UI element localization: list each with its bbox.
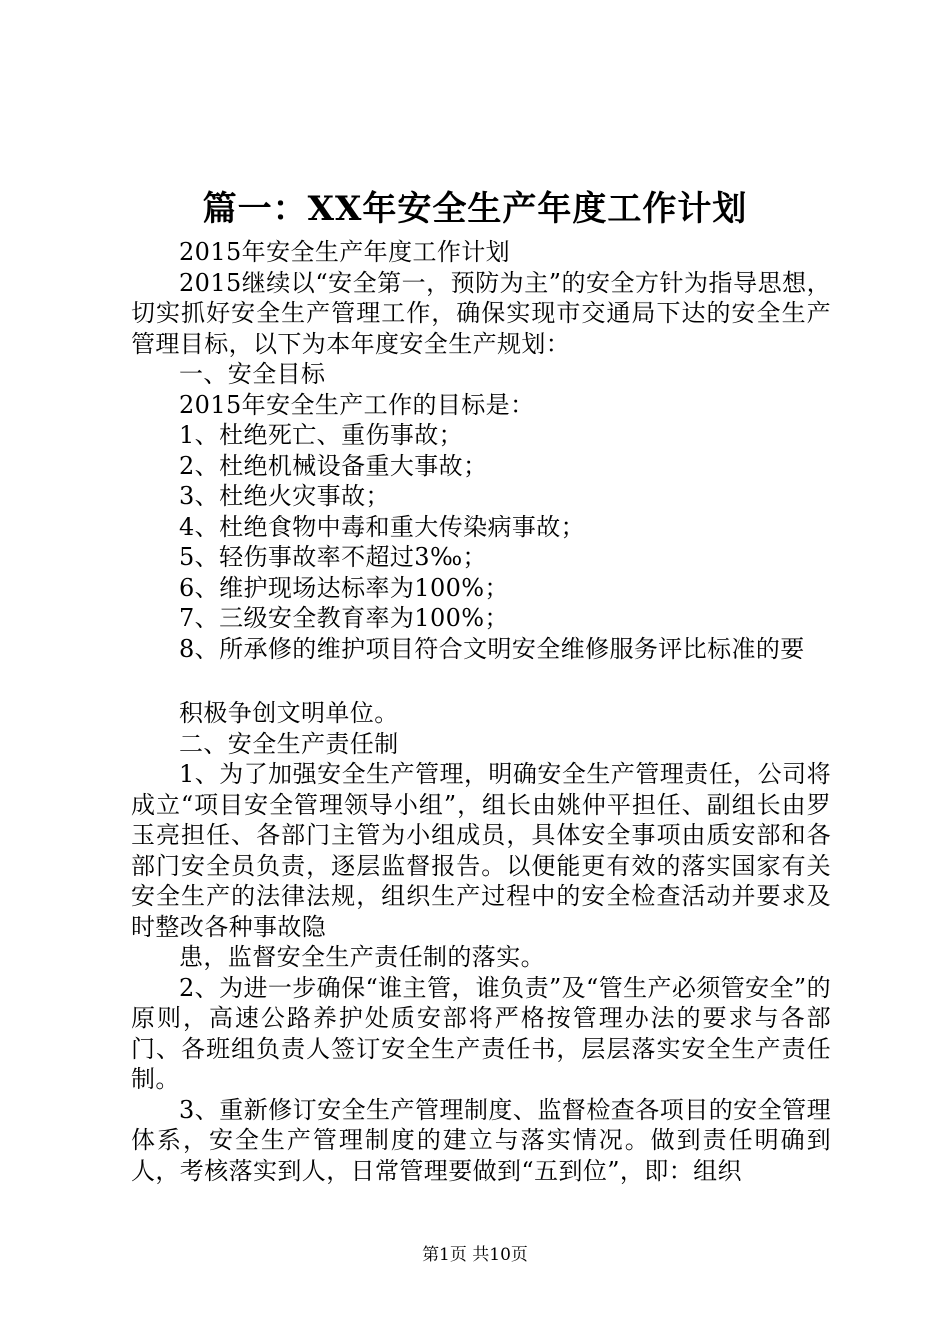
paragraph-goals-intro: 2015年安全生产工作的目标是： — [179, 390, 535, 419]
responsibility-item-2: 2、为进一步确保“谁主管，谁负责”及“管生产必须管安全”的原则，高速公路养护处质安部将严格按管理办法的要求与各部门、各班组负责人签订安全生产责任书，层层落实安全生产责任制。 — [131, 973, 831, 1093]
goal-item-3: 3、杜绝火灾事故； — [179, 482, 390, 510]
goal-item-5: 5、轻伤事故率不超过3‰； — [179, 543, 487, 571]
goal-item-2: 2、杜绝机械设备重大事故； — [179, 451, 488, 480]
section-heading-responsibility: 二、安全生产责任制 — [179, 729, 399, 758]
responsibility-item-3: 3、重新修订安全生产管理制度、监督检查各项目的安全管理体系，安全生产管理制度的建立与落实情况。做到责任明确到人，考核落实到人，日常管理要做到“五到位”，即：组织 — [131, 1095, 831, 1185]
section-heading-safety-goals: 一、安全目标 — [179, 360, 326, 388]
paragraph-plan-heading: 2015年安全生产年度工作计划 — [179, 238, 511, 266]
paragraph-civilized-unit: 积极争创文明单位。 — [179, 699, 399, 727]
paragraph-intro: 2015继续以“安全第一，预防为主”的安全方针为指导思想，切实抓好安全生产管理工作，确保实现市交通局下达的安全生产管理目标，以下为本年度安全生产规划： — [131, 268, 831, 358]
goal-item-6: 6、维护现场达标率为100%； — [179, 573, 509, 602]
goal-item-8: 8、所承修的维护项目符合文明安全维修服务评比标准的要 — [179, 634, 805, 663]
page-indicator: 第1页 共10页 — [422, 1245, 528, 1265]
goal-item-1: 1、杜绝死亡、重伤事故； — [179, 421, 464, 449]
document-body — [131, 237, 831, 1186]
goal-item-4: 4、杜绝食物中毒和重大传染病事故； — [179, 512, 586, 541]
goal-item-7: 7、三级安全教育率为100%； — [179, 604, 509, 632]
responsibility-item-1: 1、为了加强安全生产管理，明确安全生产管理责任，公司将成立“项目安全管理领导小组”，组长由姚仲平担任、副组长由罗玉亮担任、各部门主管为小组成员，具体安全事项由质安部和各部门安全员负责，逐层监督报告。以便能更有效的落实国家有关安全生产的法律法规，组织生产过程中的安全检查活动并要求及时整改各种事故隐 — [131, 760, 831, 941]
responsibility-item-1-continued: 患，监督安全生产责任制的落实。 — [179, 943, 545, 971]
document-title: 篇一：XX年安全生产年度工作计划 — [202, 189, 748, 229]
